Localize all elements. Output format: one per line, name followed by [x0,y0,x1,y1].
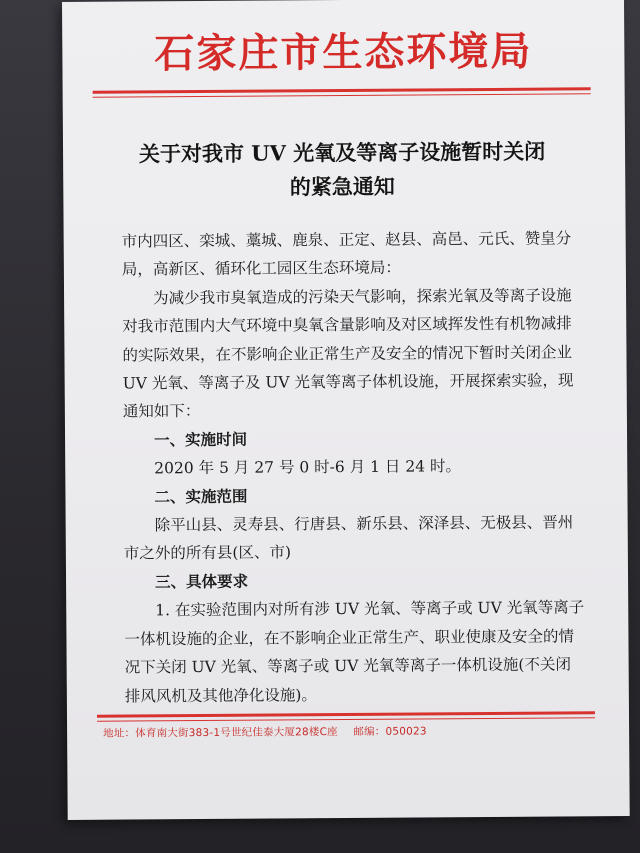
footer-postcode: 邮编：050023 [353,725,427,738]
notice-title-line-2: 的紧急通知 [289,173,395,200]
notice-body [122,224,585,710]
notice-recipients: 市内四区、栾城、藁城、鹿泉、正定、赵县、高邑、元氏、赞皇分局，高新区、循环化工园区生态环境局： [121,229,572,279]
footer-contact [103,722,593,740]
section-text-scope: 除平山县、灵寿县、行唐县、新乐县、深泽县、无极县、晋州市之外的所有县(区、市) [123,513,574,564]
section-text-time: 2020 年 5 月 27 号 0 时-6 月 1 日 24 时。 [154,457,462,478]
letterhead-rule-bottom [93,93,591,97]
letterhead-rule-top [93,87,591,93]
footer-rule-top [97,711,595,717]
document-page [62,0,630,820]
notice-title [103,134,581,205]
section-heading-requirements: 三、具体要求 [154,572,249,592]
footer-address: 地址：体育南大街383-1号世纪佳泰大厦28楼C座 [103,726,338,740]
notice-title-line-1: 关于对我市 UV 光氧及等离子设施暂时关闭 [138,138,546,167]
letterhead-org-name: 石家庄市生态环境局 [154,27,533,78]
section-text-requirements: 1. 在实验范围内对所有涉 UV 光氧、等离子或 UV 光氧等离子一体机设施的企业，在不影响企业正常生产、职业使康及安全的情况下关闭 UV 光氧、等离子或 UV 光氧等离子一体机设施(不关闭排风风机及其他净化设施)。 [124,598,585,706]
notice-intro: 为减少我市臭氧造成的污染天气影响，探索光氧及等离子设施对我市范围内大气环境中臭氧含量影响及对区域挥发性有机物减排的实际效果，在不影响企业正常生产及安全的情况下暂时关闭企业 UV 光氧、等离子及 UV 光氧等离子体机设施，开展探索实验，现通知如下： [122,286,574,421]
footer-rule-bottom [97,717,595,721]
section-heading-scope: 二、实施范围 [154,487,248,506]
section-heading-time: 一、实施时间 [154,430,248,450]
